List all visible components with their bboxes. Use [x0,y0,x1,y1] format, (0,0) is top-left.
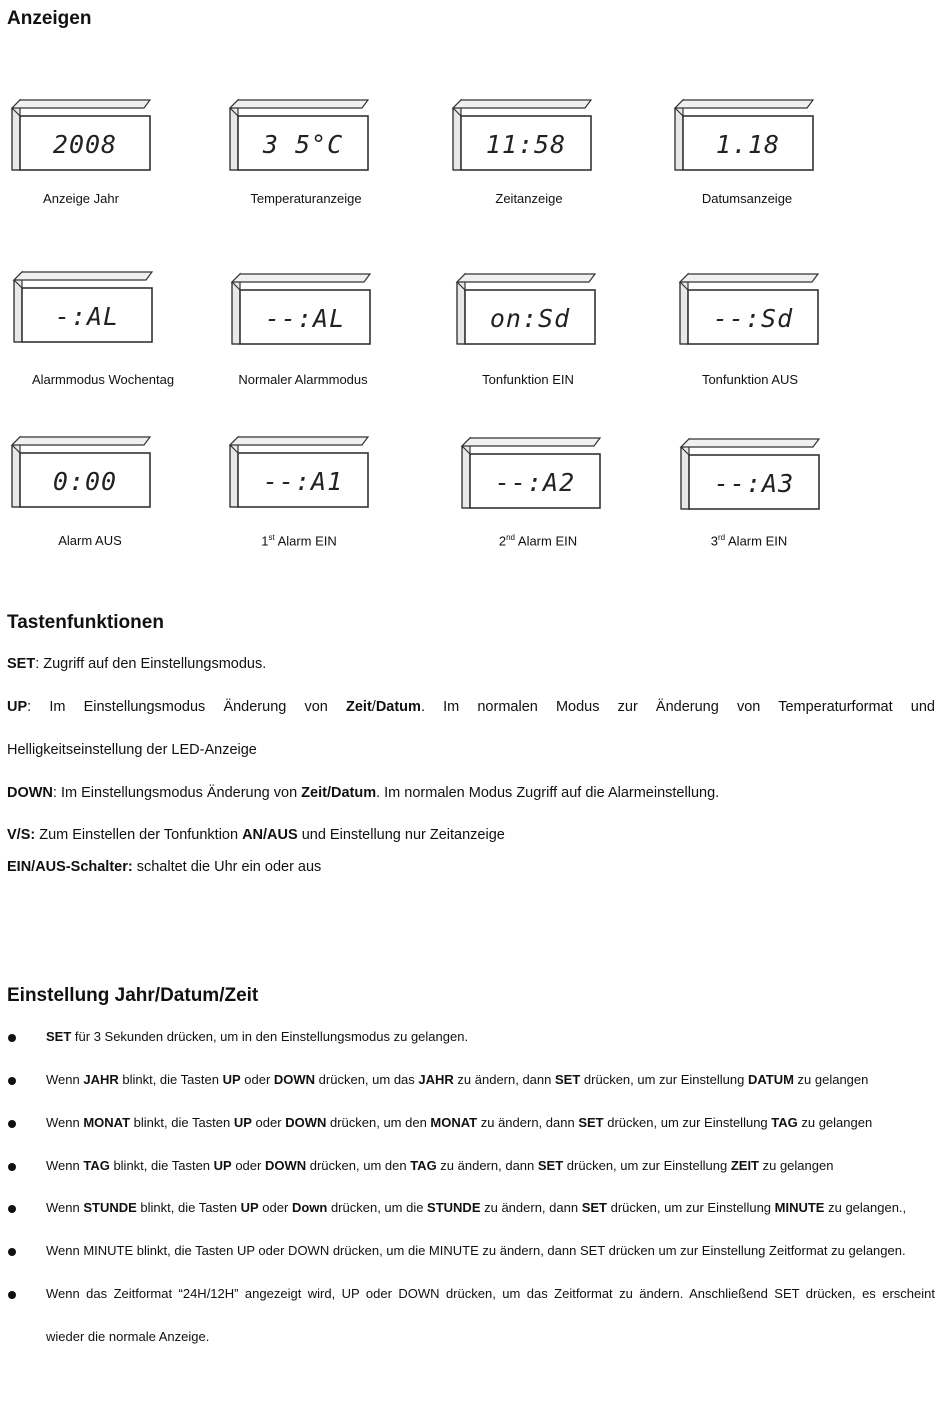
step-text: drücken, um die [327,1200,428,1215]
bullet-icon [8,1248,16,1256]
step-text: Wenn [46,1158,84,1173]
label-number: 3 [710,533,718,549]
lcd-readout: --:Sd [712,304,794,333]
step-text: oder [240,1072,274,1087]
display-label [649,533,849,548]
down-description [7,785,719,801]
bold-term: TAG [410,1158,437,1173]
up-description [7,699,935,715]
step-text: oder [231,1158,265,1173]
bold-term: UP [240,1200,259,1215]
label-number: 2 [498,533,507,549]
step-text: drücken, um zur Einstellung [607,1200,775,1215]
vs-description [7,827,505,843]
bold-term: SET [537,1158,564,1173]
lcd-readout: --:A2 [494,468,576,497]
bold-term: SET [578,1115,604,1130]
lcd-display-icon [230,100,372,178]
label-suffix: nd [506,533,515,542]
bold-term: Zeit/Datum [301,785,377,801]
bold-term: MINUTE [774,1200,825,1215]
lcd-readout: 11:58 [485,130,567,159]
bold-term: MONAT [430,1115,478,1130]
key-name: EIN/AUS-Schalter: [7,859,133,875]
display-label: Anzeige Jahr [43,191,119,206]
lcd-display-icon [681,439,823,517]
bold-term: DOWN [273,1072,316,1087]
bold-term: DATUM [747,1072,794,1087]
setup-step: Wenn MINUTE blinkt, die Tasten UP oder DOWN drücken, um die MINUTE zu ändern, dann SET drücken um zur Einstellung Zeitformat zu gelangen. [46,1243,906,1258]
description-text: schaltet die Uhr ein oder aus [132,859,322,875]
display-label [438,533,638,548]
display-label: Alarmmodus Wochentag [31,372,175,387]
display-label: Datumsanzeige [701,191,793,206]
lcd-readout: 2008 [52,130,118,159]
lcd-readout: 1.18 [715,130,781,159]
display-label: Alarm AUS [58,533,122,548]
step-text: Wenn [46,1072,84,1087]
step-text: blinkt, die Tasten [136,1200,241,1215]
step-text: zu gelangen., [824,1200,907,1215]
lcd-display-icon [680,274,822,352]
lcd-display-icon [12,100,154,178]
bold-term: TAG [771,1115,798,1130]
label-number: 1 [261,533,269,549]
bold-term: SET [581,1200,607,1215]
label-text: Alarm EIN [515,533,578,549]
step-text: zu ändern, dann [436,1158,538,1173]
description-text: . Im normalen Modus Zugriff auf die Alarmeinstellung. [376,785,720,801]
key-name: SET [7,656,36,672]
description-text: : Im Einstellungsmodus Änderung von [52,785,302,801]
lcd-readout: --:A1 [262,467,344,496]
bold-term: SET [555,1072,581,1087]
bold-term: Datum [375,699,421,715]
step-text: oder [251,1115,286,1130]
setup-heading: Einstellung Jahr/Datum/Zeit [7,985,259,1006]
step-text: zu gelangen [793,1072,869,1087]
bullet-icon [8,1205,16,1213]
step-text: Wenn [46,1200,84,1215]
bold-term: UP [222,1072,241,1087]
lcd-readout: 0:00 [52,467,118,496]
step-text: zu ändern, dann [480,1200,582,1215]
step-text: drücken, um zur Einstellung [580,1072,748,1087]
step-text: blinkt, die Tasten [130,1115,234,1130]
display-label [199,533,399,548]
bold-term: SET [46,1029,72,1044]
step-text: drücken, um zur Einstellung [603,1115,772,1130]
lcd-display-icon [230,437,372,515]
lcd-display-icon [14,272,156,350]
display-label: Tonfunktion AUS [701,372,799,387]
step-text: oder [258,1200,292,1215]
label-text: Alarm EIN [725,533,788,549]
lcd-readout: --:A3 [713,469,795,498]
label-suffix: st [268,533,275,542]
lcd-display-icon [12,437,154,515]
step-text: zu gelangen [797,1115,873,1130]
step-text: für 3 Sekunden drücken, um in den Einstellungsmodus zu gelangen. [71,1029,469,1044]
setup-step [46,1072,868,1087]
step-text: drücken, um zur Einstellung [563,1158,731,1173]
description-text: Zum Einstellen der Tonfunktion [35,827,243,843]
bold-term: STUNDE [83,1200,137,1215]
setup-step [46,1200,906,1215]
bold-term: STUNDE [427,1200,481,1215]
step-text: Wenn [46,1115,84,1130]
bullet-icon [8,1034,16,1042]
bold-term: DOWN [264,1158,307,1173]
bold-term: MONAT [83,1115,131,1130]
step-text: zu ändern, dann [477,1115,579,1130]
bullet-icon [8,1120,16,1128]
lcd-display-icon [675,100,817,178]
step-text: blinkt, die Tasten [118,1072,223,1087]
step-text: blinkt, die Tasten [109,1158,214,1173]
step-text: drücken, um den [326,1115,431,1130]
label-suffix: rd [717,533,726,542]
set-description [7,656,266,672]
bullet-icon [8,1163,16,1171]
description-text: . Im normalen Modus zur Änderung von Temperaturformat und [420,699,935,715]
description-text: und Einstellung nur Zeitanzeige [297,827,505,843]
key-name: V/S: [7,827,36,843]
setup-step-continued: wieder die normale Anzeige. [46,1329,210,1344]
buttons-heading: Tastenfunktionen [7,612,164,633]
bold-term: Down [291,1200,328,1215]
lcd-display-icon [232,274,374,352]
bold-term: AN/AUS [242,827,298,843]
label-text: Alarm EIN [274,533,337,549]
bullet-icon [8,1077,16,1085]
key-name: DOWN [7,785,53,801]
key-name: UP [7,699,28,715]
description-text: / [371,699,376,715]
setup-step [46,1029,468,1044]
display-label: Zeitanzeige [495,191,563,206]
bold-term: JAHR [418,1072,454,1087]
displays-heading: Anzeigen [7,8,92,29]
step-text: zu ändern, dann [453,1072,555,1087]
bold-term: UP [213,1158,232,1173]
step-text: zu gelangen [759,1158,834,1173]
bullet-icon [8,1291,16,1299]
setup-step [46,1158,833,1173]
bold-term: ZEIT [730,1158,759,1173]
lcd-display-icon [453,100,595,178]
setup-step [46,1115,872,1130]
lcd-display-icon [462,438,604,516]
display-label: Normaler Alarmmodus [238,372,368,387]
up-description-continued: Helligkeitseinstellung der LED-Anzeige [7,742,257,758]
bold-term: Zeit [346,699,372,715]
bold-term: TAG [83,1158,110,1173]
display-label: Temperaturanzeige [250,191,362,206]
step-text: drücken, um den [306,1158,411,1173]
description-text: : Zugriff auf den Einstellungsmodus. [35,656,267,672]
lcd-readout: on:Sd [489,304,571,333]
bold-term: JAHR [83,1072,119,1087]
lcd-display-icon [457,274,599,352]
power-switch-description [7,859,321,875]
step-text: drücken, um das [315,1072,419,1087]
setup-step: Wenn das Zeitformat “24H/12H” angezeigt wird, UP oder DOWN drücken, um das Zeitformat zu ändern. Anschließend SET drücken, es erscheint [46,1286,935,1301]
bold-term: UP [233,1115,252,1130]
bold-term: DOWN [285,1115,327,1130]
lcd-readout: 3 5°C [262,130,344,159]
description-text: : Im Einstellungsmodus Änderung von [27,699,346,715]
display-label: Tonfunktion EIN [482,372,574,387]
lcd-readout: --:AL [264,304,346,333]
lcd-readout: -:AL [54,302,120,331]
